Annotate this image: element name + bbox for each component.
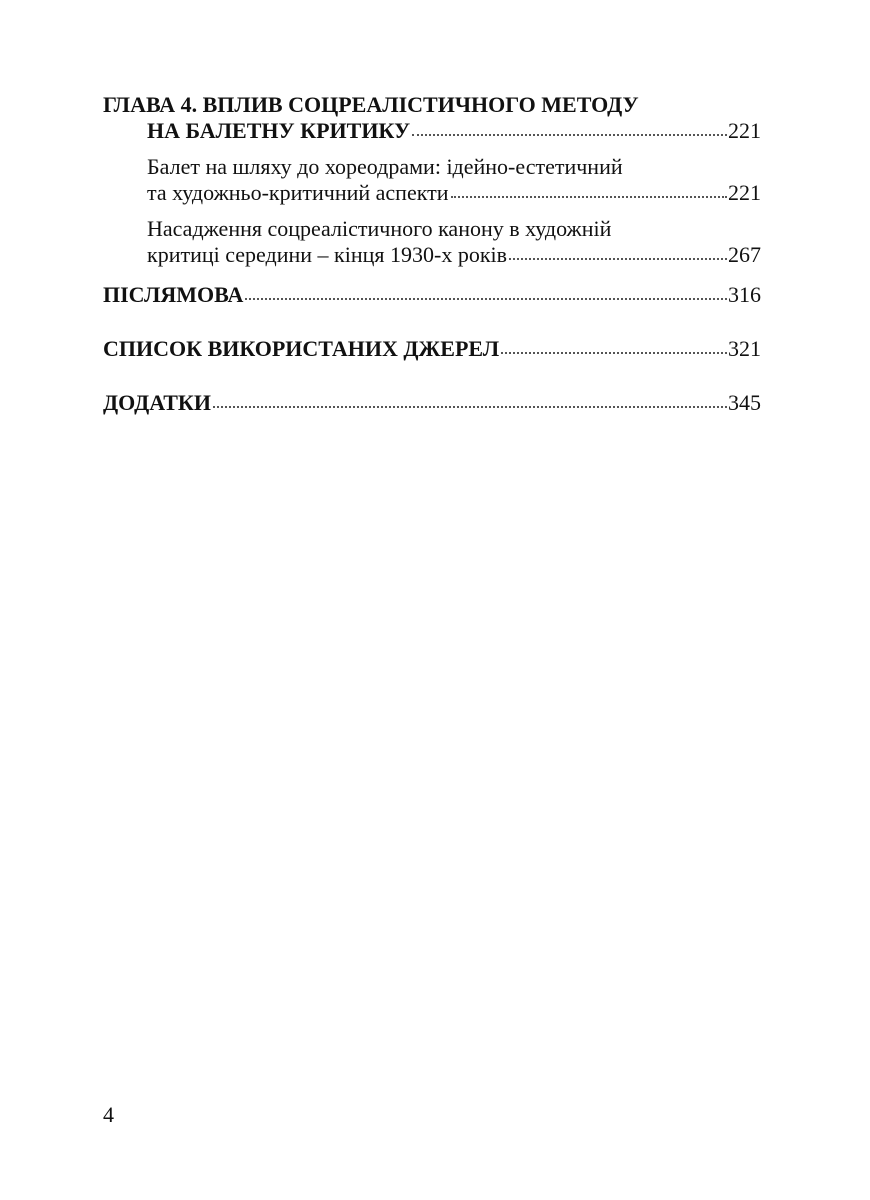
- page-number: 221: [728, 118, 761, 143]
- dot-leader: [501, 352, 727, 354]
- toc-entry-text: Насадження соцреалістичного канону в художній: [147, 216, 612, 241]
- subsection-title-line-2: [103, 180, 761, 206]
- page-number: 321: [728, 336, 761, 361]
- page-number: 221: [728, 180, 761, 205]
- toc-entry-text: та художньо-критичний аспекти: [147, 180, 449, 205]
- chapter-4-title-line-1: [103, 92, 761, 118]
- chapter-4-title-line-2: [103, 118, 761, 144]
- afterword-title-line: [103, 282, 761, 308]
- subsection-title-line-1: [103, 154, 761, 180]
- toc-entry-text: НА БАЛЕТНУ КРИТИКУ: [147, 118, 411, 143]
- dot-leader: [245, 298, 727, 300]
- page-number: 316: [728, 282, 761, 307]
- sources-title-line: [103, 336, 761, 362]
- dot-leader: [509, 258, 727, 260]
- toc-entry-appendices[interactable]: [103, 390, 761, 416]
- dot-leader: [451, 196, 728, 198]
- subsection-title-line-2: [103, 242, 761, 268]
- toc-entry-ballet-choreodrama[interactable]: [103, 154, 761, 206]
- toc-entry-text: Балет на шляху до хореодрами: ідейно-естетичний: [147, 154, 623, 179]
- toc-entry-afterword[interactable]: [103, 282, 761, 308]
- page-number: 345: [728, 390, 761, 415]
- toc-entry-text: ПІСЛЯМОВА: [103, 282, 244, 307]
- dot-leader: [412, 134, 727, 136]
- toc-entry-socrealist-canon[interactable]: [103, 216, 761, 268]
- page-number: 267: [728, 242, 761, 267]
- toc-entry-text: критиці середини – кінця 1930-х років: [147, 242, 508, 267]
- toc-entry-text: ГЛАВА 4. ВПЛИВ СОЦРЕАЛІСТИЧНОГО МЕТОДУ: [103, 92, 639, 117]
- page-footer-number: 4: [103, 1102, 114, 1127]
- toc-entry-sources[interactable]: [103, 336, 761, 362]
- toc-entry-chapter-4[interactable]: [103, 92, 761, 144]
- dot-leader: [213, 406, 727, 408]
- table-of-contents: [103, 92, 761, 416]
- appendices-title-line: [103, 390, 761, 416]
- toc-entry-text: ДОДАТКИ: [103, 390, 211, 415]
- subsection-title-line-1: [103, 216, 761, 242]
- toc-entry-text: СПИСОК ВИКОРИСТАНИХ ДЖЕРЕЛ: [103, 336, 500, 361]
